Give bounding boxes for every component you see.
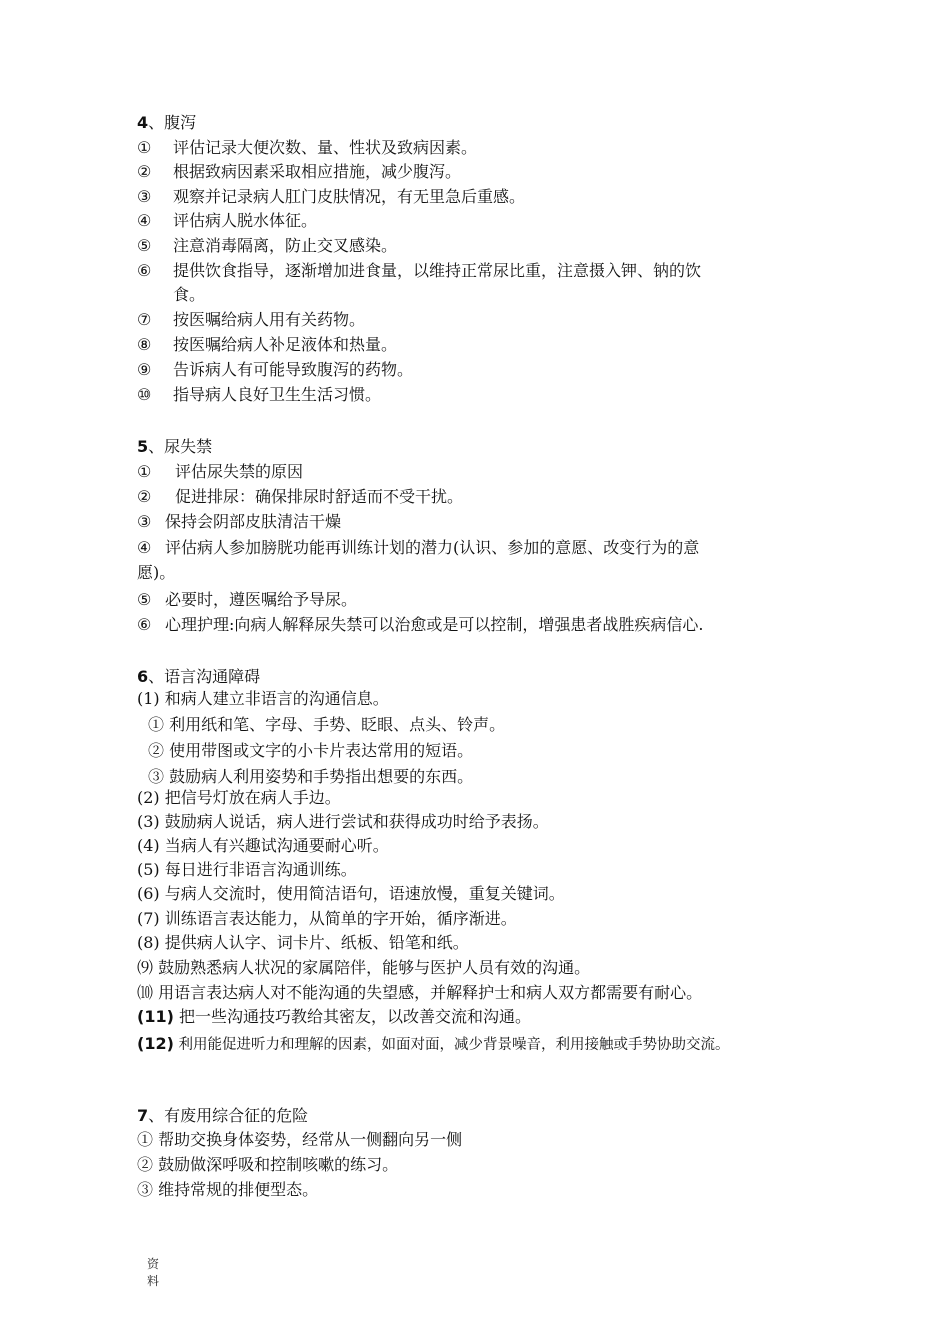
item-text: 注意消毒隔离，防止交叉感染。: [173, 236, 398, 255]
list-item: [137, 309, 365, 331]
sub-list-item: [148, 740, 473, 762]
section-title: 、有废用综合征的危险: [148, 1106, 309, 1125]
item-text: 食。: [173, 285, 206, 304]
item-text: (1) 和病人建立非语言的沟通信息。: [137, 689, 389, 708]
item-text: ② 使用带图或文字的小卡片表达常用的短语。: [148, 741, 474, 760]
item-text: ① 帮助交换身体姿势，经常从一侧翻向另一侧: [137, 1130, 463, 1149]
list-item: [137, 161, 461, 183]
footer-text: 料: [146, 1274, 159, 1288]
item-text: 利用能促进听力和理解的因素，如面对面，减少背景噪音，利用接触或手势协助交流。: [173, 1037, 730, 1053]
list-item: [137, 932, 469, 954]
footer-text: 资: [146, 1257, 159, 1271]
item-marker: ②: [137, 162, 152, 181]
item-marker: ①: [137, 462, 152, 481]
section-title: 、尿失禁: [148, 437, 213, 456]
section-5-heading: [137, 436, 212, 458]
item-text: 指导病人良好卫生生活习惯。: [173, 385, 382, 404]
item-text: ① 利用纸和笔、字母、手势、眨眼、点头、铃声。: [148, 715, 506, 734]
section-title: 、语言沟通障碍: [148, 667, 261, 686]
item-text: (4) 当病人有兴趣试沟通要耐心听。: [137, 836, 389, 855]
list-item: [137, 835, 389, 857]
list-item: [137, 787, 341, 809]
item-marker: ⑥: [137, 261, 152, 280]
item-text: 必要时，遵医嘱给予导尿。: [165, 590, 358, 609]
item-marker: (11): [137, 1007, 174, 1026]
item-text: 提供饮食指导，逐渐增加进食量，以维持正常尿比重，注意摄入钾、钠的饮: [173, 261, 702, 280]
list-item: [137, 811, 549, 833]
list-item: [137, 982, 702, 1004]
list-item: [137, 1179, 318, 1201]
item-text: 把一些沟通技巧教给其密友，以改善交流和沟通。: [173, 1007, 531, 1026]
list-item: [137, 1006, 531, 1028]
list-item: [137, 461, 303, 483]
item-text: 心理护理:向病人解释尿失禁可以治愈或是可以控制，增强患者战胜疾病信心.: [165, 615, 704, 634]
item-marker: (12): [137, 1034, 174, 1053]
list-item: [137, 384, 381, 406]
item-text: 评估病人参加膀胱功能再训练计划的潜力(认识、参加的意愿、改变行为的意: [165, 538, 700, 557]
list-item: [137, 1033, 730, 1055]
list-item: [137, 511, 341, 533]
item-text: 告诉病人有可能导致腹泻的药物。: [173, 360, 414, 379]
item-text: (5) 每日进行非语言沟通训练。: [137, 860, 357, 879]
item-text: ⑽ 用语言表达病人对不能沟通的失望感，并解释护士和病人双方都需要有耐心。: [137, 983, 703, 1002]
list-item: [137, 859, 357, 881]
section-4-heading: [137, 112, 196, 134]
list-item: [137, 589, 357, 611]
item-marker: ⑥: [137, 615, 152, 634]
list-item: [137, 957, 590, 979]
list-item: [137, 1129, 462, 1151]
item-text: 观察并记录病人肛门皮肤情况，有无里急后重感。: [173, 187, 526, 206]
item-text: 促进排尿：确保排尿时舒适而不受干扰。: [175, 487, 464, 506]
item-marker: ③: [137, 187, 152, 206]
item-text: 评估病人脱水体征。: [173, 211, 318, 230]
item-marker: ⑧: [137, 335, 152, 354]
item-text: (2) 把信号灯放在病人手边。: [137, 788, 341, 807]
item-marker: ④: [137, 211, 152, 230]
list-item: [137, 908, 517, 930]
page-footer: [145, 1256, 161, 1290]
item-text: (8) 提供病人认字、词卡片、纸板、铅笔和纸。: [137, 933, 469, 952]
list-item-continuation: [137, 562, 175, 584]
item-text: 按医嘱给病人用有关药物。: [173, 310, 366, 329]
item-marker: ⑤: [137, 590, 152, 609]
item-marker: ③: [137, 512, 152, 531]
list-item: [137, 235, 397, 257]
list-item: [137, 537, 699, 559]
item-text: 评估记录大便次数、量、性状及致病因素。: [173, 138, 478, 157]
item-text: ③ 维持常规的排便型态。: [137, 1180, 319, 1199]
list-item: [137, 137, 477, 159]
list-item: [137, 486, 463, 508]
list-item-continuation: [173, 284, 205, 306]
list-item: [137, 260, 701, 282]
item-marker: ⑦: [137, 310, 152, 329]
item-marker: ②: [137, 487, 152, 506]
section-title: 、腹泻: [148, 113, 197, 132]
item-marker: ①: [137, 138, 152, 157]
list-item: [137, 614, 703, 636]
sub-list-item: [148, 714, 505, 736]
item-text: 根据致病因素采取相应措施，减少腹泻。: [173, 162, 462, 181]
list-item: [137, 883, 565, 905]
list-item: [137, 186, 525, 208]
section-number: 4: [137, 113, 149, 132]
list-item: [137, 1154, 398, 1176]
list-item: [137, 359, 413, 381]
section-7-heading: [137, 1105, 308, 1127]
section-6-heading: [137, 666, 260, 688]
item-marker: ⑩: [137, 385, 152, 404]
section-number: 7: [137, 1106, 149, 1125]
item-text: 按医嘱给病人补足液体和热量。: [173, 335, 398, 354]
item-marker: ④: [137, 538, 152, 557]
section-number: 5: [137, 437, 149, 456]
item-marker: ⑨: [137, 360, 152, 379]
list-item: [137, 334, 397, 356]
item-text: ② 鼓励做深呼吸和控制咳嗽的练习。: [137, 1155, 399, 1174]
sub-list-item: [148, 766, 473, 788]
item-text: 保持会阴部皮肤清洁干燥: [165, 512, 342, 531]
item-marker: ⑤: [137, 236, 152, 255]
item-text: (6) 与病人交流时，使用简洁语句，语速放慢，重复关键词。: [137, 884, 565, 903]
section-number: 6: [137, 667, 149, 686]
item-text: ⑼ 鼓励熟悉病人状况的家属陪伴，能够与医护人员有效的沟通。: [137, 958, 591, 977]
item-text: (3) 鼓励病人说话，病人进行尝试和获得成功时给予表扬。: [137, 812, 549, 831]
list-item: [137, 688, 389, 710]
item-text: 评估尿失禁的原因: [175, 462, 304, 481]
item-text: ③ 鼓励病人利用姿势和手势指出想要的东西。: [148, 767, 474, 786]
list-item: [137, 210, 317, 232]
item-text: 愿)。: [137, 563, 176, 582]
item-text: (7) 训练语言表达能力，从简单的字开始，循序渐进。: [137, 909, 517, 928]
